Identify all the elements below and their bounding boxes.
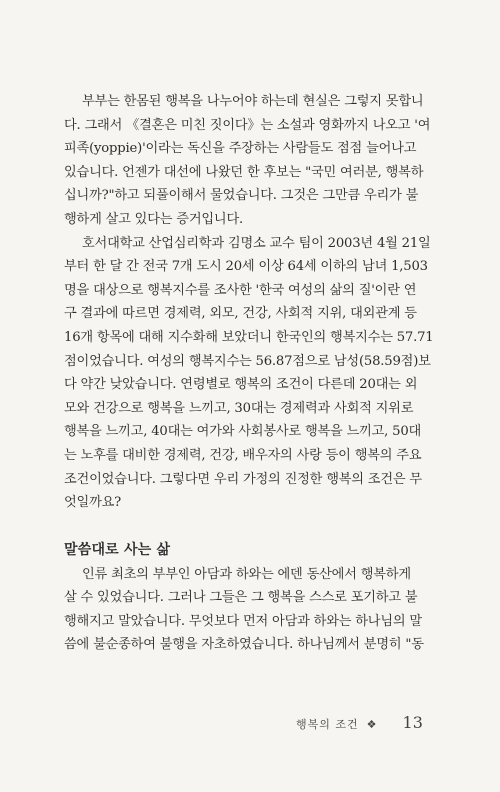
running-title: 행복의 조건 xyxy=(296,718,359,731)
text-line: 부부는 한몸된 행복을 나누어야 하는데 현실은 그렇지 못합니 xyxy=(82,94,424,109)
text-line: 구 결과에 따르면 경제력, 외모, 건강, 사회적 지위, 대외관계 등 xyxy=(64,306,417,322)
text-line: 피족(yoppie)'이라는 독신을 주장하는 사람들도 점점 늘어나고 xyxy=(64,141,417,157)
book-page xyxy=(64,90,439,657)
ornament-icon: ❖ xyxy=(366,718,377,731)
text-line: 다 약간 낮았습니다. 연령별로 행복의 조건이 다른데 20대는 외 xyxy=(64,377,418,393)
paragraph-2 xyxy=(64,232,439,515)
text-line: 모와 건강으로 행복을 느끼고, 30대는 경제력과 사회적 지위로 xyxy=(64,400,414,416)
paragraph-3 xyxy=(64,563,439,657)
text-line: 다. 그래서 《결혼은 미친 짓이다》는 소설과 영화까지 나오고 '여 xyxy=(64,117,431,133)
section-spacer xyxy=(64,515,439,539)
paragraph-1 xyxy=(64,90,439,232)
text-line: 명을 대상으로 행복지수를 조사한 '한국 여성의 삶의 질'이란 연 xyxy=(64,282,417,298)
text-line: 살 수 있었습니다. 그러나 그들은 그 행복을 스스로 포기하고 불 xyxy=(64,590,418,606)
text-line: 십니까?"하고 되풀이해서 물었습니다. 그것은 그만큼 우리가 불 xyxy=(64,188,419,204)
text-line: 16개 항목에 대해 지수화해 보았더니 한국인의 행복지수는 57.71 xyxy=(64,329,434,345)
text-line: 행해지고 말았습니다. 무엇보다 먼저 아담과 하와는 하나님의 말 xyxy=(64,613,422,629)
text-line: 조건이었습니다. 그렇다면 우리 가정의 진정한 행복의 조건은 무 xyxy=(64,471,422,487)
text-line: 행하게 살고 있다는 증거입니다. xyxy=(64,211,243,227)
text-line: 부터 한 달 간 전국 7개 도시 20세 이상 64세 이하의 남녀 1,503 xyxy=(64,259,428,275)
text-line: 있습니다. 언젠가 대선에 나왔던 한 후보는 "국민 여러분, 행복하 xyxy=(64,164,424,180)
text-line: 씀에 불순종하여 불행을 자초하였습니다. 하나님께서 분명히 "동 xyxy=(64,637,424,653)
page-number: 13 xyxy=(402,713,423,732)
text-line: 행복을 느끼고, 40대는 여가와 사회봉사로 행복을 느끼고, 50대 xyxy=(64,424,422,440)
text-line: 점이었습니다. 여성의 행복지수는 56.87점으로 남성(58.59점)보 xyxy=(64,353,431,369)
section-heading: 말씀대로 사는 삶 xyxy=(64,541,171,558)
text-line: 호서대학교 산업심리학과 김명소 교수 팀이 2003년 4월 21일 xyxy=(82,235,431,251)
text-line: 엇일까요? xyxy=(64,495,122,511)
text-line: 인류 최초의 부부인 아담과 하와는 에덴 동산에서 행복하게 xyxy=(82,566,411,582)
page-footer xyxy=(296,713,423,732)
text-line: 는 노후를 대비한 경제력, 건강, 배우자의 사랑 등이 행복의 주요 xyxy=(64,447,422,463)
